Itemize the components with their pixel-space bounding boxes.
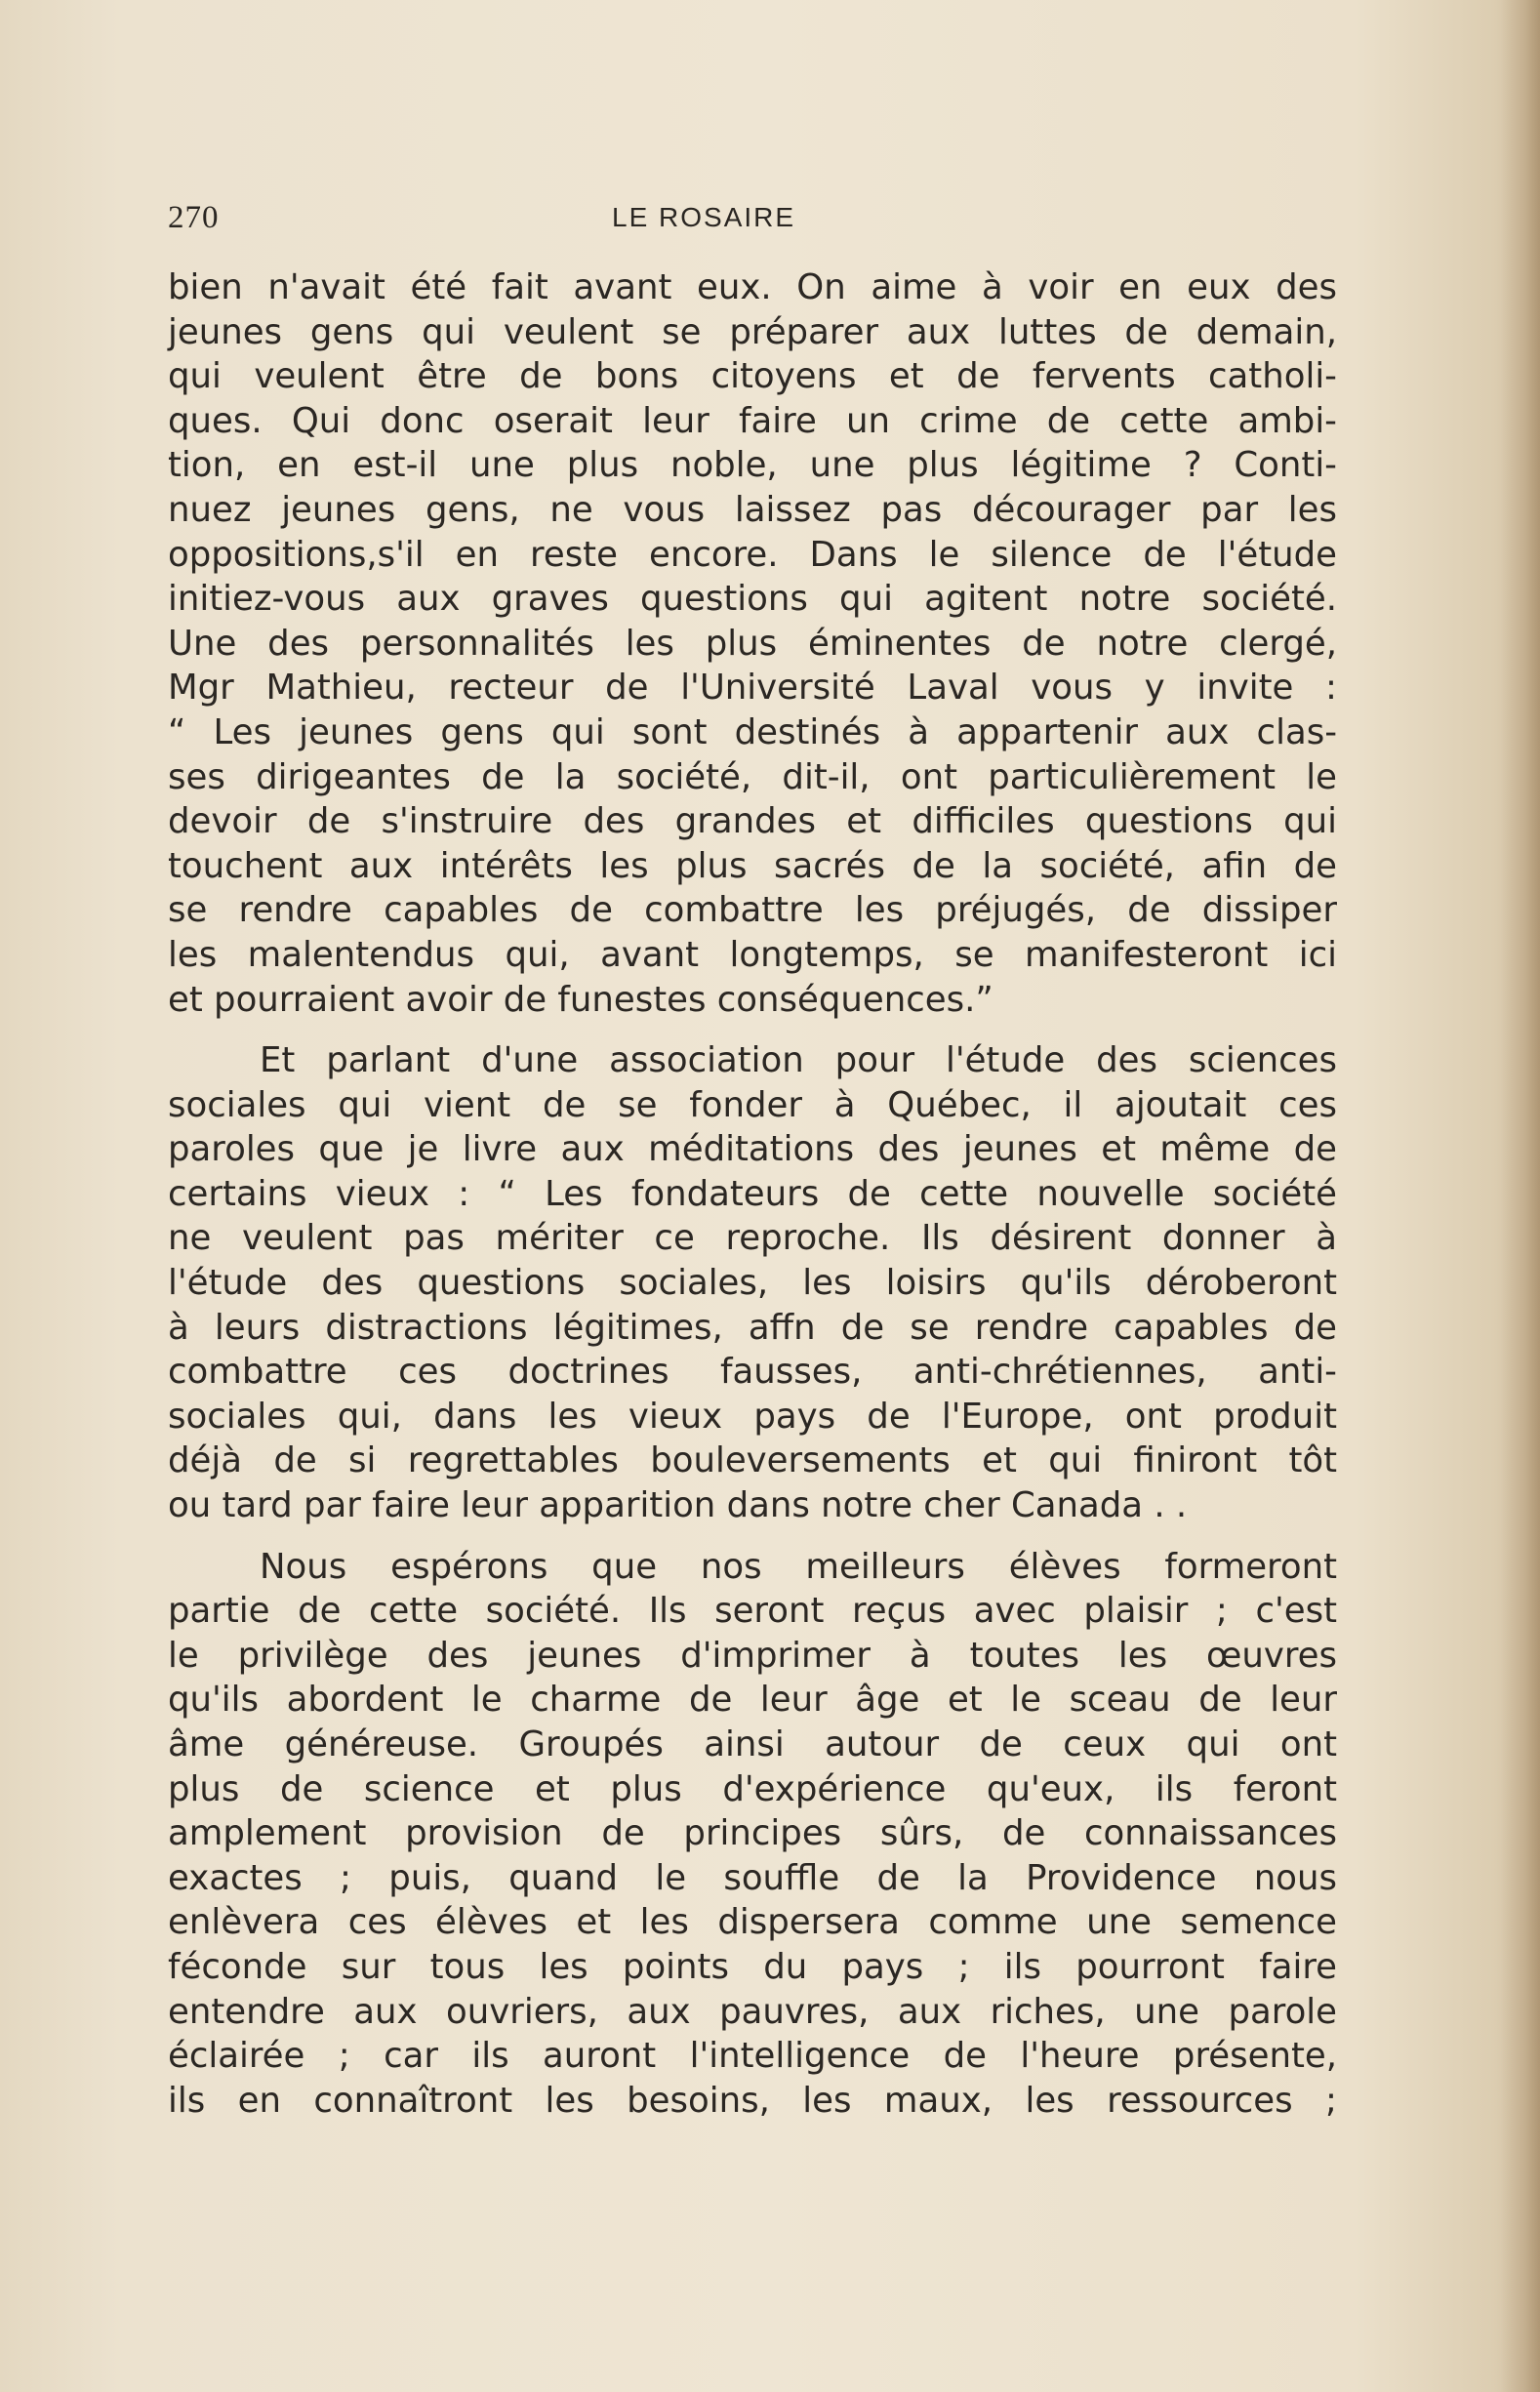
text-line: initiez-vous aux graves questions qui agitent notre société. [168, 579, 1337, 620]
text-line: Mgr Mathieu, recteur de l'Université Laval vous y invite : [168, 668, 1337, 709]
text-line: l'étude des questions sociales, les loisirs qu'ils déroberont [168, 1263, 1337, 1304]
text-line: ne veulent pas mériter ce reproche. Ils désirent donner à [168, 1218, 1337, 1259]
text-line: déjà de si regrettables bouleversements et qui finiront tôt [168, 1440, 1337, 1481]
text-line: nuez jeunes gens, ne vous laissez pas décourager par les [168, 489, 1337, 530]
text-line: paroles que je livre aux méditations des jeunes et même de [168, 1129, 1337, 1170]
page-body [168, 265, 1337, 2139]
page-number: 270 [168, 200, 220, 235]
text-line: âme généreuse. Groupés ainsi autour de ceux qui ont [168, 1724, 1337, 1764]
page-header [168, 200, 1339, 249]
text-line: Une des personnalités les plus éminentes de notre clergé, [168, 623, 1337, 664]
text-line: Nous espérons que nos meilleurs élèves formeront [260, 1546, 1337, 1587]
text-line: qu'ils abordent le charme de leur âge et le sceau de leur [168, 1680, 1337, 1721]
text-line: les malentendus qui, avant longtemps, se manifesteront ici [168, 934, 1337, 975]
text-line: sociales qui, dans les vieux pays de l'Europe, ont produit [168, 1396, 1337, 1437]
text-line: partie de cette société. Ils seront reçus avec plaisir ; c'est [168, 1591, 1337, 1632]
page-edge-shadow [1501, 0, 1540, 2392]
text-line: ses dirigeantes de la société, dit-il, ont particulièrement le [168, 756, 1337, 797]
text-line: amplement provision de principes sûrs, de connaissances [168, 1813, 1337, 1854]
text-line: entendre aux ouvriers, aux pauvres, aux riches, une parole [168, 1991, 1337, 2032]
text-line: se rendre capables de combattre les préjugés, de dissiper [168, 890, 1337, 931]
text-line: éclairée ; car ils auront l'intelligence de l'heure présente, [168, 2036, 1337, 2077]
paragraph-1 [168, 265, 1337, 1022]
text-line: plus de science et plus d'expérience qu'eux, ils feront [168, 1768, 1337, 1809]
text-line: ils en connaîtront les besoins, les maux, les ressources ; [168, 2080, 1337, 2121]
paragraph-3 [168, 1545, 1337, 2124]
text-line: jeunes gens qui veulent se préparer aux luttes de demain, [168, 311, 1337, 352]
text-line: qui veulent être de bons citoyens et de fervents catholi- [168, 356, 1337, 397]
text-line: devoir de s'instruire des grandes et difficiles questions qui [168, 801, 1337, 842]
text-line: féconde sur tous les points du pays ; ils pourront faire [168, 1946, 1337, 1987]
text-line: et pourraient avoir de funestes conséquences.” [168, 979, 993, 1020]
text-line: touchent aux intérêts les plus sacrés de la société, afin de [168, 845, 1337, 886]
text-line: ou tard par faire leur apparition dans notre cher Canada . . [168, 1485, 1188, 1526]
text-line: combattre ces doctrines fausses, anti-chrétiennes, anti- [168, 1352, 1337, 1393]
text-line: exactes ; puis, quand le souffle de la Providence nous [168, 1857, 1337, 1898]
text-line: le privilège des jeunes d'imprimer à toutes les œuvres [168, 1635, 1337, 1676]
text-line: sociales qui vient de se fonder à Québec, il ajoutait ces [168, 1084, 1337, 1125]
text-line: oppositions,s'il en reste encore. Dans le silence de l'étude [168, 534, 1337, 575]
running-title: LE ROSAIRE [612, 202, 796, 232]
text-line: bien n'avait été fait avant eux. On aime à voir en eux des [168, 267, 1337, 307]
text-line: “ Les jeunes gens qui sont destinés à appartenir aux clas- [168, 711, 1337, 752]
text-line: à leurs distractions légitimes, affn de se rendre capables de [168, 1307, 1337, 1348]
text-line: Et parlant d'une association pour l'étude des sciences [260, 1040, 1337, 1081]
text-line: ques. Qui donc oserait leur faire un crime de cette ambi- [168, 400, 1337, 441]
text-line: certains vieux : “ Les fondateurs de cette nouvelle société [168, 1173, 1337, 1214]
paragraph-2 [168, 1038, 1337, 1528]
text-line: enlèvera ces élèves et les dispersera comme une semence [168, 1902, 1337, 1943]
text-line: tion, en est-il une plus noble, une plus légitime ? Conti- [168, 445, 1337, 486]
